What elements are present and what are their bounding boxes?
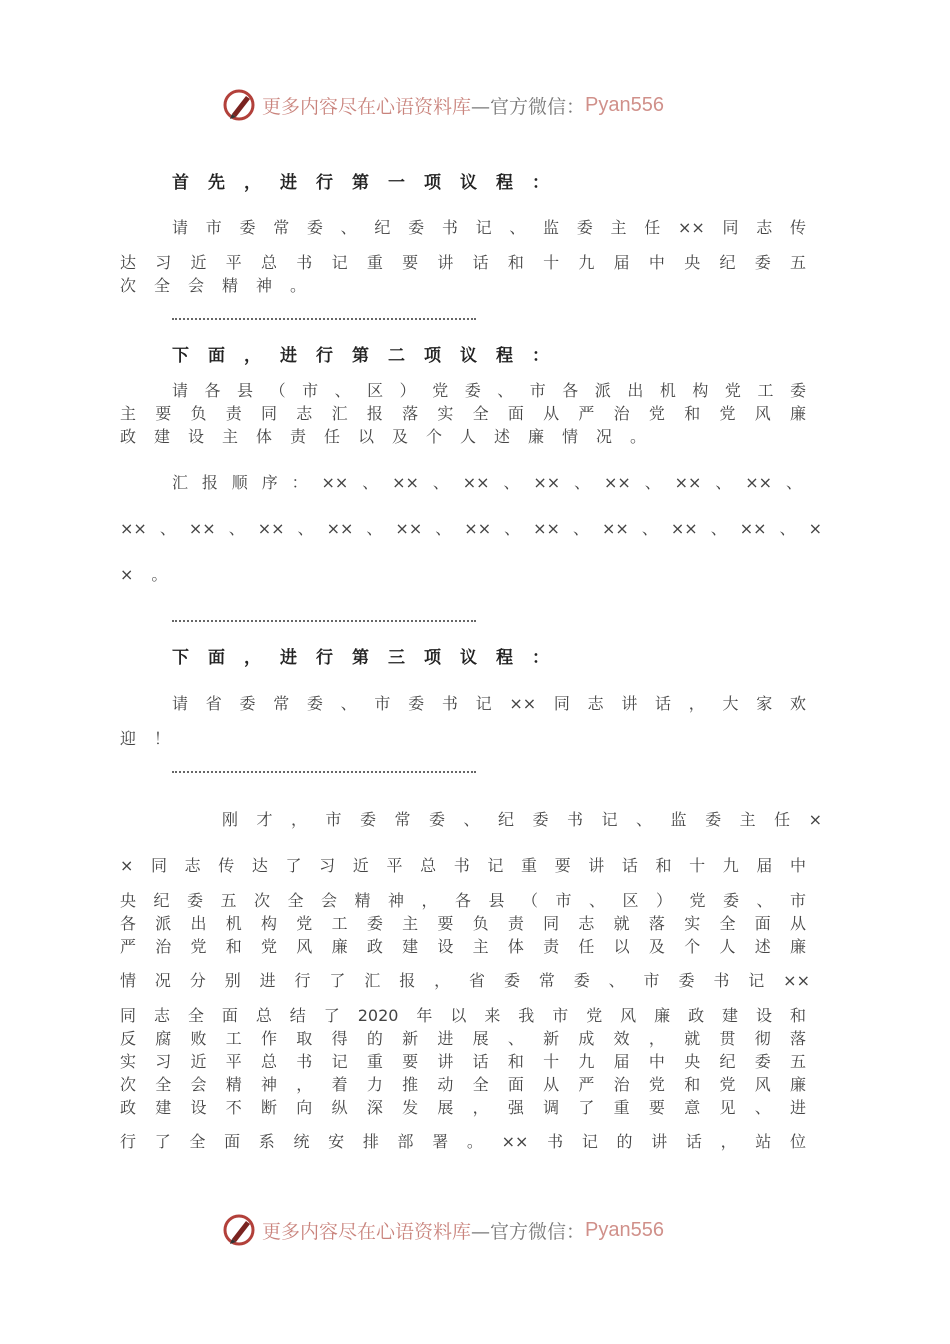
closing-line: 各派出机构党工委主要负责同志就落实全面从 bbox=[120, 914, 806, 933]
paragraph-line: 迎！ bbox=[120, 729, 189, 748]
paragraph-line: 主要负责同志汇报落实全面从严治党和党风廉 bbox=[120, 404, 806, 423]
dotted-divider bbox=[172, 620, 476, 622]
closing-line: ×同志传达了习近平总书记重要讲话和十九届中 bbox=[120, 856, 806, 875]
paragraph-line: 达习近平总书记重要讲话和十九届中央纪委五 bbox=[120, 253, 806, 272]
watermark-text: 更多内容尽在心语资料库 bbox=[262, 95, 472, 118]
pen-logo-icon bbox=[222, 1213, 256, 1247]
closing-line: 行了全面系统安排部署。××书记的讲话，站位 bbox=[120, 1132, 806, 1151]
agenda-heading-3: 下面，进行第三项议程： bbox=[172, 648, 568, 668]
watermark-wechat-label: —官方微信： bbox=[471, 95, 586, 118]
watermark-wechat-id: Pyan556 bbox=[585, 93, 664, 116]
dotted-divider bbox=[172, 771, 476, 773]
report-order-line: ×。 bbox=[120, 565, 186, 584]
closing-line: 反腐败工作取得的新进展、新成效，就贯彻落 bbox=[120, 1029, 806, 1048]
dotted-divider bbox=[172, 318, 476, 320]
report-order-line: 汇报顺序：××、××、××、××、××、××、××、 bbox=[172, 473, 802, 492]
closing-line: 同志全面总结了2020年以来我市党风廉政建设和 bbox=[120, 1006, 806, 1025]
paragraph-line: 政建设主体责任以及个人述廉情况。 bbox=[120, 427, 665, 446]
watermark-wechat-id: Pyan556 bbox=[585, 1218, 664, 1241]
report-order-line: ××、××、××、××、××、××、××、××、××、××、× bbox=[120, 519, 822, 538]
watermark-wechat-label: —官方微信： bbox=[471, 1220, 586, 1243]
header-watermark bbox=[222, 85, 712, 125]
closing-line: 严治党和党风廉政建设主体责任以及个人述廉 bbox=[120, 937, 806, 956]
closing-line: 刚才，市委常委、纪委书记、监委主任× bbox=[222, 810, 822, 829]
agenda-heading-1: 首先，进行第一项议程： bbox=[172, 173, 568, 193]
closing-line: 情况分别进行了汇报，省委常委、市委书记×× bbox=[120, 971, 810, 990]
paragraph-line: 请市委常委、纪委书记、监委主任××同志传 bbox=[172, 218, 806, 237]
closing-line: 央纪委五次全会精神，各县（市、区）党委、市 bbox=[120, 891, 806, 910]
pen-logo-icon bbox=[222, 88, 256, 122]
closing-line: 实习近平总书记重要讲话和十九届中央纪委五 bbox=[120, 1052, 806, 1071]
agenda-heading-2: 下面，进行第二项议程： bbox=[172, 346, 568, 366]
watermark-text: 更多内容尽在心语资料库 bbox=[262, 1220, 472, 1243]
closing-line: 次全会精神，着力推动全面从严治党和党风廉 bbox=[120, 1075, 806, 1094]
paragraph-line: 请省委常委、市委书记××同志讲话，大家欢 bbox=[172, 694, 806, 713]
paragraph-line: 次全会精神。 bbox=[120, 276, 325, 295]
footer-watermark bbox=[222, 1210, 712, 1250]
closing-line: 政建设不断向纵深发展，强调了重要意见、进 bbox=[120, 1098, 806, 1117]
paragraph-line: 请各县（市、区）党委、市各派出机构党工委 bbox=[172, 381, 806, 400]
